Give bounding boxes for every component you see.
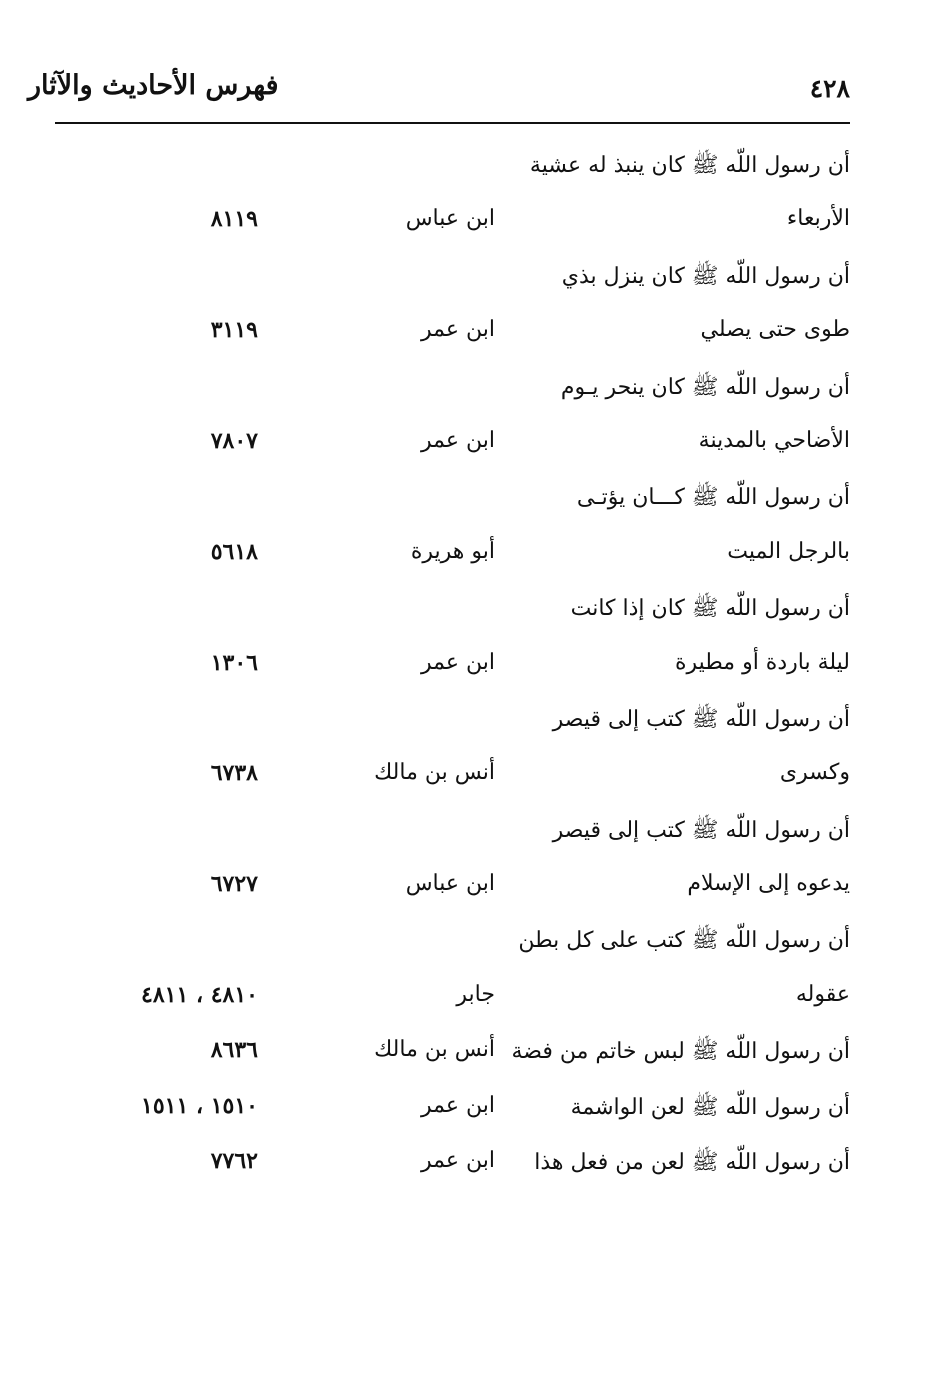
hadith-text: أن رسول اللّه ﷺ كـــان يؤتـى (576, 485, 850, 511)
index-row (0, 808, 932, 863)
hadith-text: الأضاحي بالمدينة (698, 427, 850, 453)
hadith-text: أن رسول اللّه ﷺ كان ينحر يـوم (560, 374, 850, 400)
narrator: ابن عمر (421, 1092, 495, 1118)
narrator: جابر (456, 981, 495, 1007)
hadith-number: ٦٧٢٧ (210, 871, 258, 898)
index-row (0, 531, 932, 586)
index-row (0, 586, 932, 641)
index-row (0, 974, 932, 1029)
index-row (0, 752, 932, 807)
narrator: أبو هريرة (410, 538, 495, 564)
index-row (0, 918, 932, 973)
hadith-text: أن رسول اللّه ﷺ كان ينبذ له عشية (529, 153, 850, 178)
index-row (0, 642, 932, 697)
index-row (0, 1029, 932, 1084)
hadith-text: أن رسول اللّه ﷺ كتب على كل بطن (518, 928, 850, 954)
hadith-number: ٧٨٠٧ (210, 427, 258, 454)
page-title: فهرس الأحاديث والآثار (28, 70, 279, 101)
index-row (0, 475, 932, 530)
hadith-number: ٨٦٣٦ (210, 1037, 258, 1064)
page-header (28, 70, 850, 114)
narrator: ابن عمر (421, 427, 495, 453)
narrator: ابن عباس (405, 871, 495, 897)
hadith-number: ٣١١٩ (210, 317, 258, 344)
index-row (0, 863, 932, 918)
index-row (0, 143, 932, 198)
hadith-text: أن رسول اللّه ﷺ كتب إلى قيصر (552, 706, 850, 732)
hadith-text: يدعوه إلى الإسلام (687, 871, 850, 897)
narrator: ابن عمر (421, 649, 495, 675)
index-row (0, 1085, 932, 1140)
narrator: ابن عمر (421, 317, 495, 343)
index-row (0, 198, 932, 253)
hadith-text: بالرجل الميت (727, 538, 850, 564)
hadith-text: أن رسول اللّه ﷺ كان إذا كانت (570, 596, 850, 622)
hadith-text: الأربعاء (786, 206, 850, 232)
hadith-number: ٧٧٦٢ (210, 1148, 258, 1175)
hadith-text: أن رسول اللّه ﷺ كان ينزل بذي (561, 263, 850, 289)
index-row (0, 254, 932, 309)
hadith-number: ٨١١٩ (210, 206, 258, 233)
index-row (0, 1140, 932, 1195)
hadith-text: طوى حتى يصلي (700, 317, 850, 343)
narrator: أنس بن مالك (374, 760, 495, 786)
hadith-text: أن رسول اللّه ﷺ لعن الواشمة (570, 1094, 850, 1120)
hadith-number: ٦٧٣٨ (210, 760, 258, 787)
narrator: ابن عمر (421, 1148, 495, 1174)
hadith-text: عقوله (795, 981, 850, 1007)
hadith-text: وكسرى (779, 760, 850, 786)
index-row (0, 309, 932, 364)
index-row (0, 697, 932, 752)
hadith-index-list (0, 143, 932, 1195)
page-number: ٤٢٨ (809, 74, 850, 103)
index-row (0, 365, 932, 420)
hadith-number: ٤٨١٠ ، ٤٨١١ (141, 981, 258, 1008)
hadith-number: ٥٦١٨ (210, 538, 258, 565)
hadith-number: ١٣٠٦ (210, 649, 258, 676)
hadith-text: أن رسول اللّه ﷺ لعن من فعل هذا (534, 1150, 850, 1176)
header-rule (55, 122, 850, 124)
hadith-text: أن رسول اللّه ﷺ لبس خاتم من فضة (511, 1039, 850, 1065)
hadith-text: ليلة باردة أو مطيرة (674, 649, 850, 675)
hadith-text: أن رسول اللّه ﷺ كتب إلى قيصر (552, 817, 850, 843)
hadith-number: ١٥١٠ ، ١٥١١ (141, 1092, 258, 1119)
narrator: أنس بن مالك (374, 1037, 495, 1063)
index-row (0, 420, 932, 475)
narrator: ابن عباس (405, 206, 495, 232)
